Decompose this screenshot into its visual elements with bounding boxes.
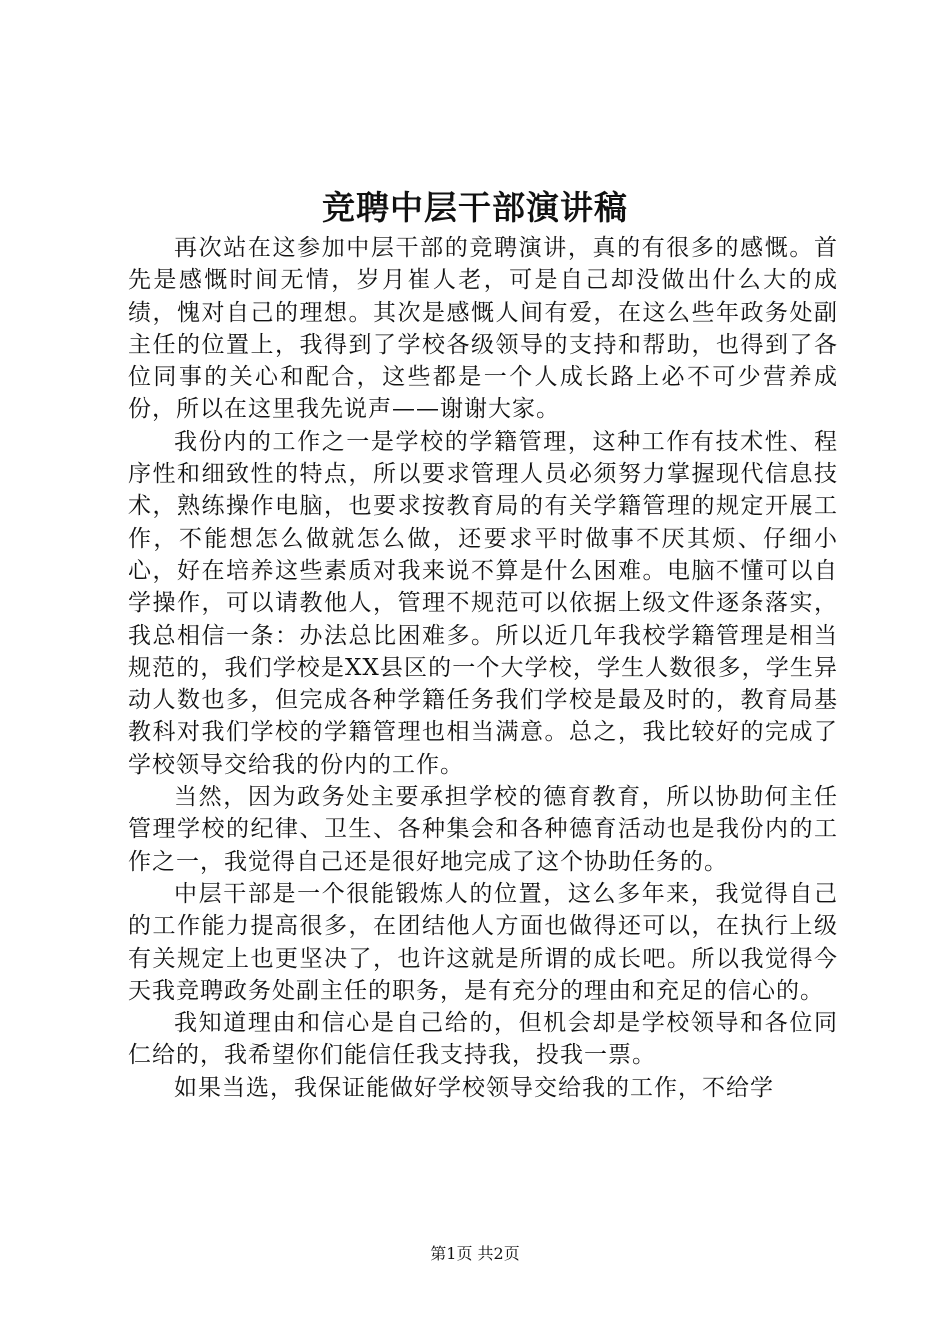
paragraph-1: 再次站在这参加中层干部的竞聘演讲，真的有很多的感慨。首先是感慨时间无情，岁月崔人老，可是自己却没做出什么大的成绩，愧对自己的理想。其次是感慨人间有爱，在这么些年政务处副主任的位置上，我得到了学校各级领导的支持和帮助，也得到了各位同事的关心和配合，这些都是一个人成长路上必不可少营养成份，所以在这里我先说声——谢谢大家。	[128, 235, 838, 423]
paragraph-4: 中层干部是一个很能锻炼人的位置，这么多年来，我觉得自己的工作能力提高很多，在团结他人方面也做得还可以，在执行上级有关规定上也更坚决了，也许这就是所谓的成长吧。所以我觉得今天我竞聘政务处副主任的职务，是有充分的理由和充足的信心的。	[128, 880, 838, 1004]
page-footer: 第1页 共2页	[430, 1244, 520, 1263]
document-body	[128, 232, 838, 1104]
document-title: 竞聘中层干部演讲稿	[322, 188, 628, 227]
paragraph-2: 我份内的工作之一是学校的学籍管理，这种工作有技术性、程序性和细致性的特点，所以要求管理人员必须努力掌握现代信息技术，熟练操作电脑，也要求按教育局的有关学籍管理的规定开展工作，不能想怎么做就怎么做，还要求平时做事不厌其烦、仔细小心，好在培养这些素质对我来说不算是什么困难。电脑不懂可以自学操作，可以请教他人，管理不规范可以依据上级文件逐条落实，我总相信一条：办法总比困难多。所以近几年我校学籍管理是相当规范的，我们学校是XX县区的一个大学校，学生人数很多，学生异动人数也多，但完成各种学籍任务我们学校是最及时的，教育局基教科对我们学校的学籍管理也相当满意。总之，我比较好的完成了学校领导交给我的份内的工作。	[128, 428, 838, 778]
paragraph-6: 如果当选，我保证能做好学校领导交给我的工作，不给学	[174, 1074, 774, 1101]
paragraph-5: 我知道理由和信心是自己给的，但机会却是学校领导和各位同仁给的，我希望你们能信任我支持我，投我一票。	[128, 1010, 838, 1069]
paragraph-3: 当然，因为政务处主要承担学校的德育教育，所以协助何主任管理学校的纪律、卫生、各种集会和各种德育活动也是我份内的工作之一，我觉得自己还是很好地完成了这个协助任务的。	[128, 784, 838, 875]
